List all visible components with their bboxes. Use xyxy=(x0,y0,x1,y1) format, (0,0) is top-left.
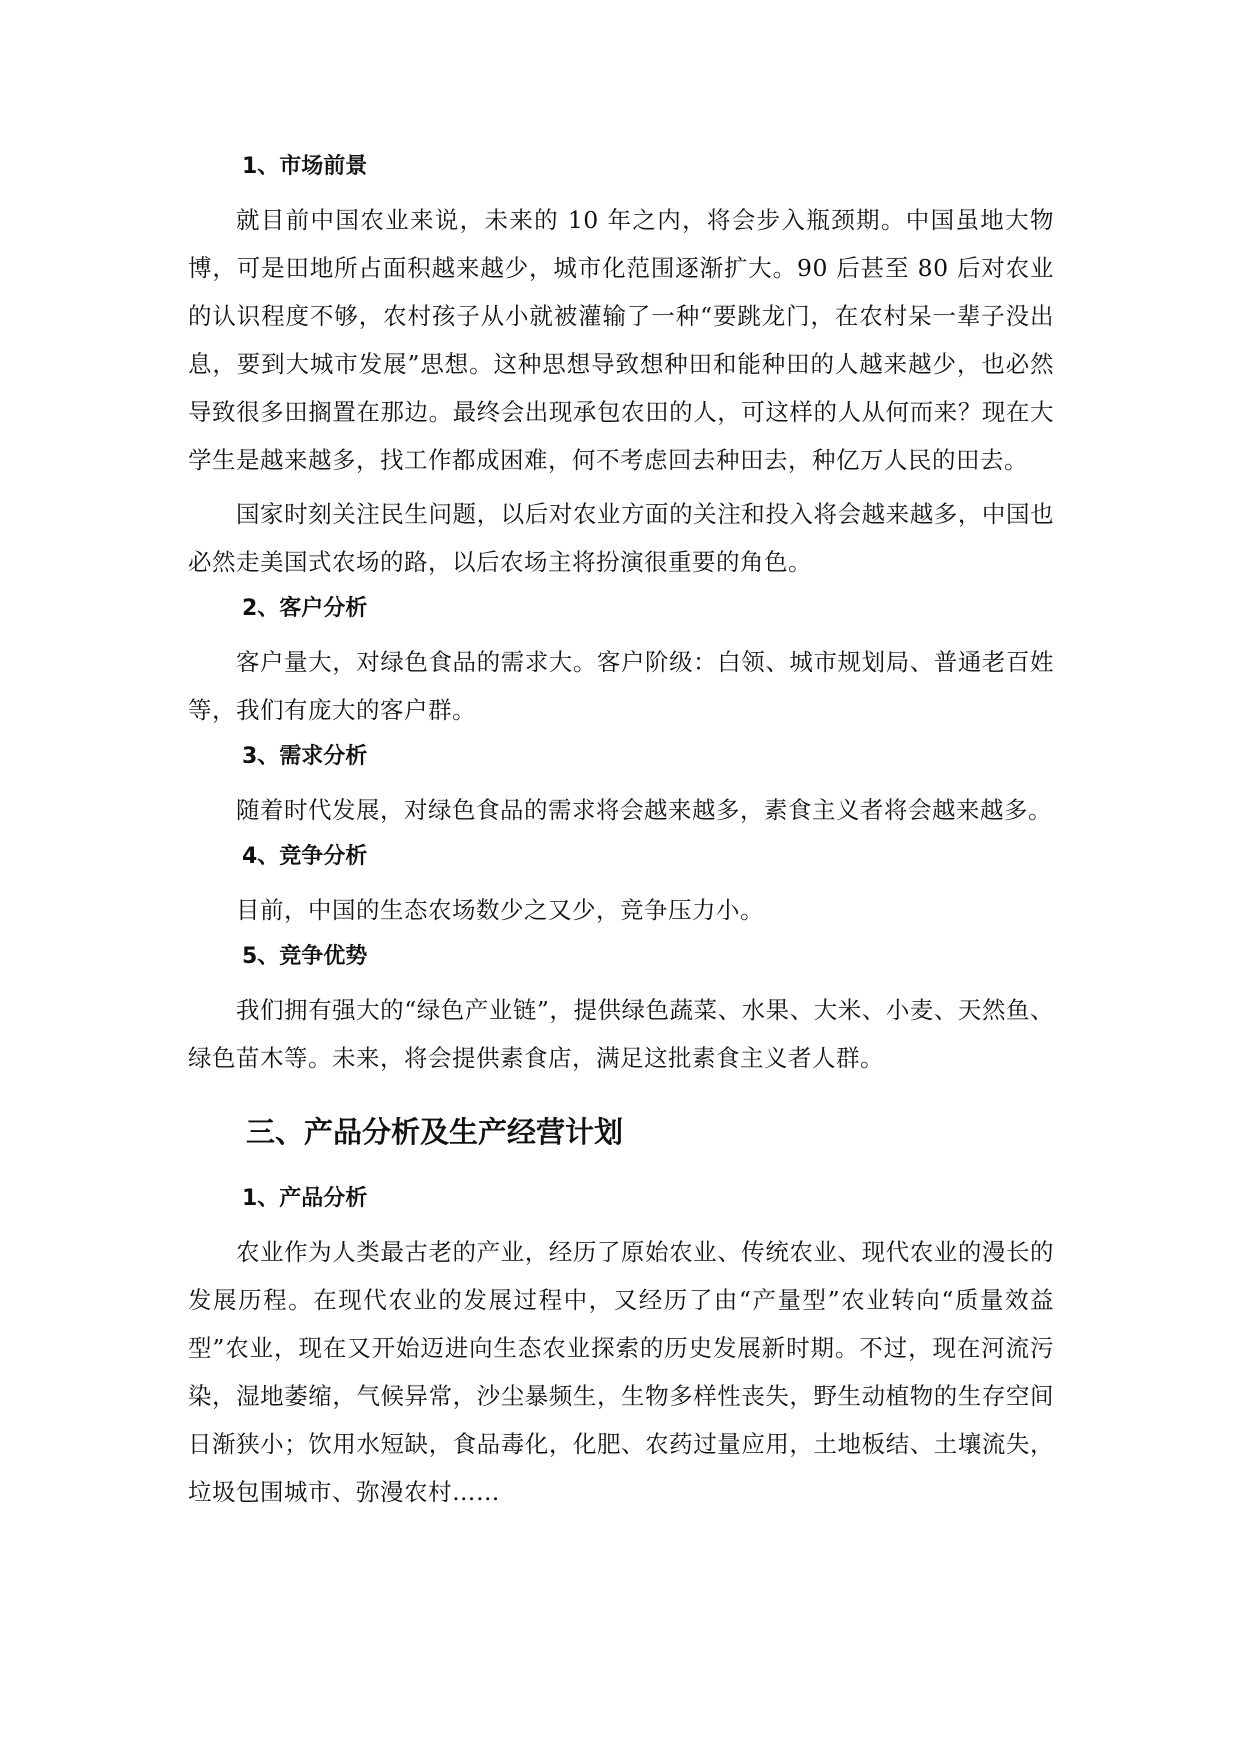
paragraph-demand-analysis: 随着时代发展，对绿色食品的需求将会越来越多，素食主义者将会越来越多。 xyxy=(236,796,1052,824)
paragraph-competitive-advantage: 我们拥有强大的“绿色产业链”，提供绿色蔬菜、水果、大米、小麦、天然鱼、绿色苗木等。未来，将会提供素食店，满足这批素食主义者人群。 xyxy=(188,996,1054,1072)
heading-demand-analysis: 3、需求分析 xyxy=(242,744,368,769)
chapter-heading-product-analysis-plan: 三、产品分析及生产经营计划 xyxy=(246,1115,624,1149)
heading-competitive-advantage: 5、竞争优势 xyxy=(242,944,368,969)
paragraph-competition-analysis: 目前，中国的生态农场数少之又少，竞争压力小。 xyxy=(236,896,764,924)
paragraph-market-outlook-1: 就目前中国农业来说，未来的 10 年之内，将会步入瓶颈期。中国虽地大物博，可是田地所占面积越来越少，城市化范围逐渐扩大。90 后甚至 80 后对农业的认识程度不够，农村孩子从小就被灌输了一种“要跳龙门，在农村呆一辈子没出息，要到大城市发展”思想。这种思想导致想种田和能种田的人越来越少，也必然导致很多田搁置在那边。最终会出现承包农田的人，可这样的人从何而来？现在大学生是越来越多，找工作都成困难，何不考虑回去种田去，种亿万人民的田去。 xyxy=(188,206,1054,474)
heading-customer-analysis: 2、客户分析 xyxy=(242,596,368,621)
document-body xyxy=(188,152,1054,1522)
heading-product-analysis: 1、产品分析 xyxy=(242,1186,368,1211)
paragraph-product-analysis: 农业作为人类最古老的产业，经历了原始农业、传统农业、现代农业的漫长的发展历程。在现代农业的发展过程中，又经历了由“产量型”农业转向“质量效益型”农业，现在又开始迈进向生态农业探索的历史发展新时期。不过，现在河流污染，湿地萎缩，气候异常，沙尘暴频生，生物多样性丧失，野生动植物的生存空间日渐狭小；饮用水短缺，食品毒化，化肥、农药过量应用，土地板结、土壤流失，垃圾包围城市、弥漫农村…… xyxy=(188,1238,1054,1506)
paragraph-customer-analysis: 客户量大，对绿色食品的需求大。客户阶级：白领、城市规划局、普通老百姓等，我们有庞大的客户群。 xyxy=(188,648,1054,724)
heading-market-outlook: 1、市场前景 xyxy=(242,154,368,179)
paragraph-market-outlook-2: 国家时刻关注民生问题，以后对农业方面的关注和投入将会越来越多，中国也必然走美国式农场的路，以后农场主将扮演很重要的角色。 xyxy=(188,500,1054,576)
heading-competition-analysis: 4、竞争分析 xyxy=(242,844,368,869)
